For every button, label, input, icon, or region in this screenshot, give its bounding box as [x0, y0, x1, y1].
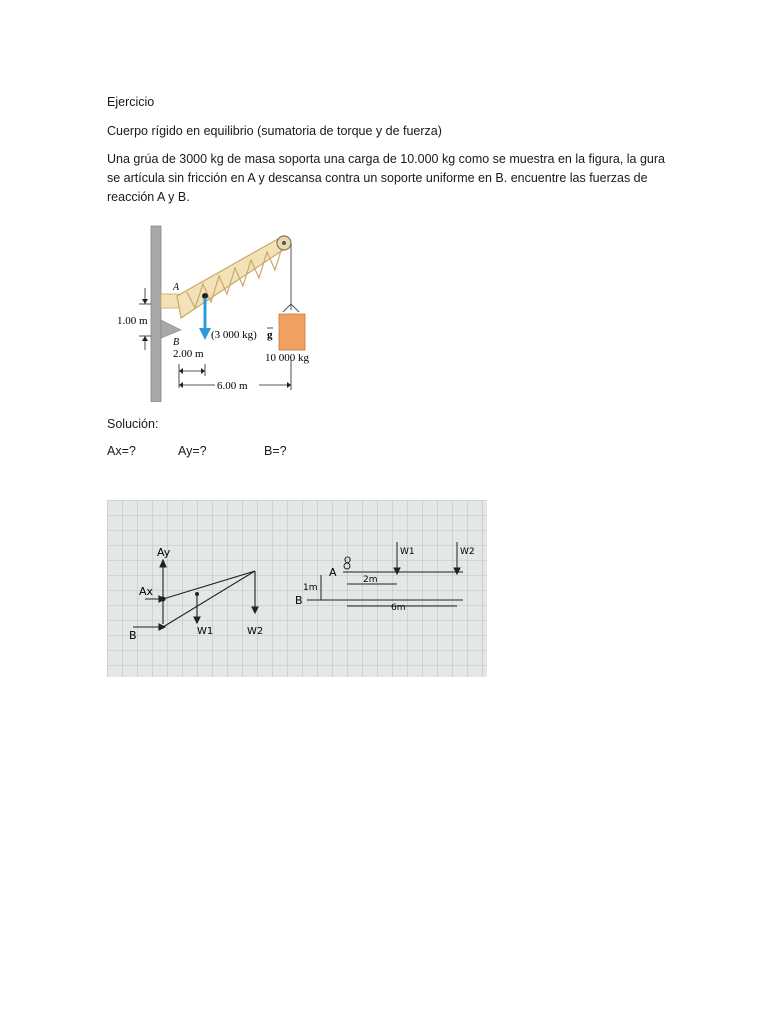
label-w2-right: W2: [460, 547, 475, 557]
label-a-right: A: [329, 566, 337, 579]
label-w1-right: W1: [400, 547, 415, 557]
label-b-right: B: [295, 594, 303, 607]
label-load-mass: 10 000 kg: [265, 352, 309, 364]
crane-boom: [177, 236, 289, 318]
label-1m: 1.00 m: [117, 315, 148, 327]
problem-statement: Una grúa de 3000 kg de masa soporta una carga de 10.000 kg como se muestra en la figura, la gura se artícula sin fricción en A y descansa contra un soporte uniforme en B. encuentre las fuerzas de reacción A y B.: [107, 152, 665, 204]
unknown-ax: Ax=?: [107, 444, 136, 458]
label-o: O: [344, 556, 352, 566]
solution-label: Solución:: [107, 417, 159, 431]
unknown-ay: Ay=?: [178, 444, 207, 458]
load-block: [279, 314, 305, 350]
wall-post: [151, 226, 161, 402]
label-ax: Ax: [139, 585, 154, 598]
weight-arrow: [199, 328, 211, 340]
unknown-b: B=?: [264, 444, 287, 458]
label-2m: 2m: [363, 575, 378, 585]
label-w2-left: W2: [247, 626, 264, 637]
hinge-a: [161, 294, 179, 308]
label-6m: 6m: [391, 603, 406, 613]
support-b: [161, 320, 181, 338]
label-2m: 2.00 m: [173, 348, 204, 360]
label-a: A: [173, 282, 180, 293]
crane-figure: [107, 218, 399, 402]
label-b: B: [173, 337, 180, 348]
handwritten-sketch: [107, 500, 487, 677]
label-crane-weight: (3 000 kg): [211, 329, 257, 341]
exercise-subtitle: Cuerpo rígido en equilibrio (sumatoria de torque y de fuerza): [107, 124, 442, 138]
exercise-heading: Ejercicio: [107, 95, 155, 109]
label-1m: 1m: [303, 583, 318, 593]
label-w1-left: W1: [197, 626, 214, 637]
label-ay: Ay: [157, 546, 171, 559]
label-crane-weight-g: g: [267, 329, 273, 341]
label-b-left: B: [129, 629, 137, 642]
label-6m: 6.00 m: [217, 380, 248, 392]
